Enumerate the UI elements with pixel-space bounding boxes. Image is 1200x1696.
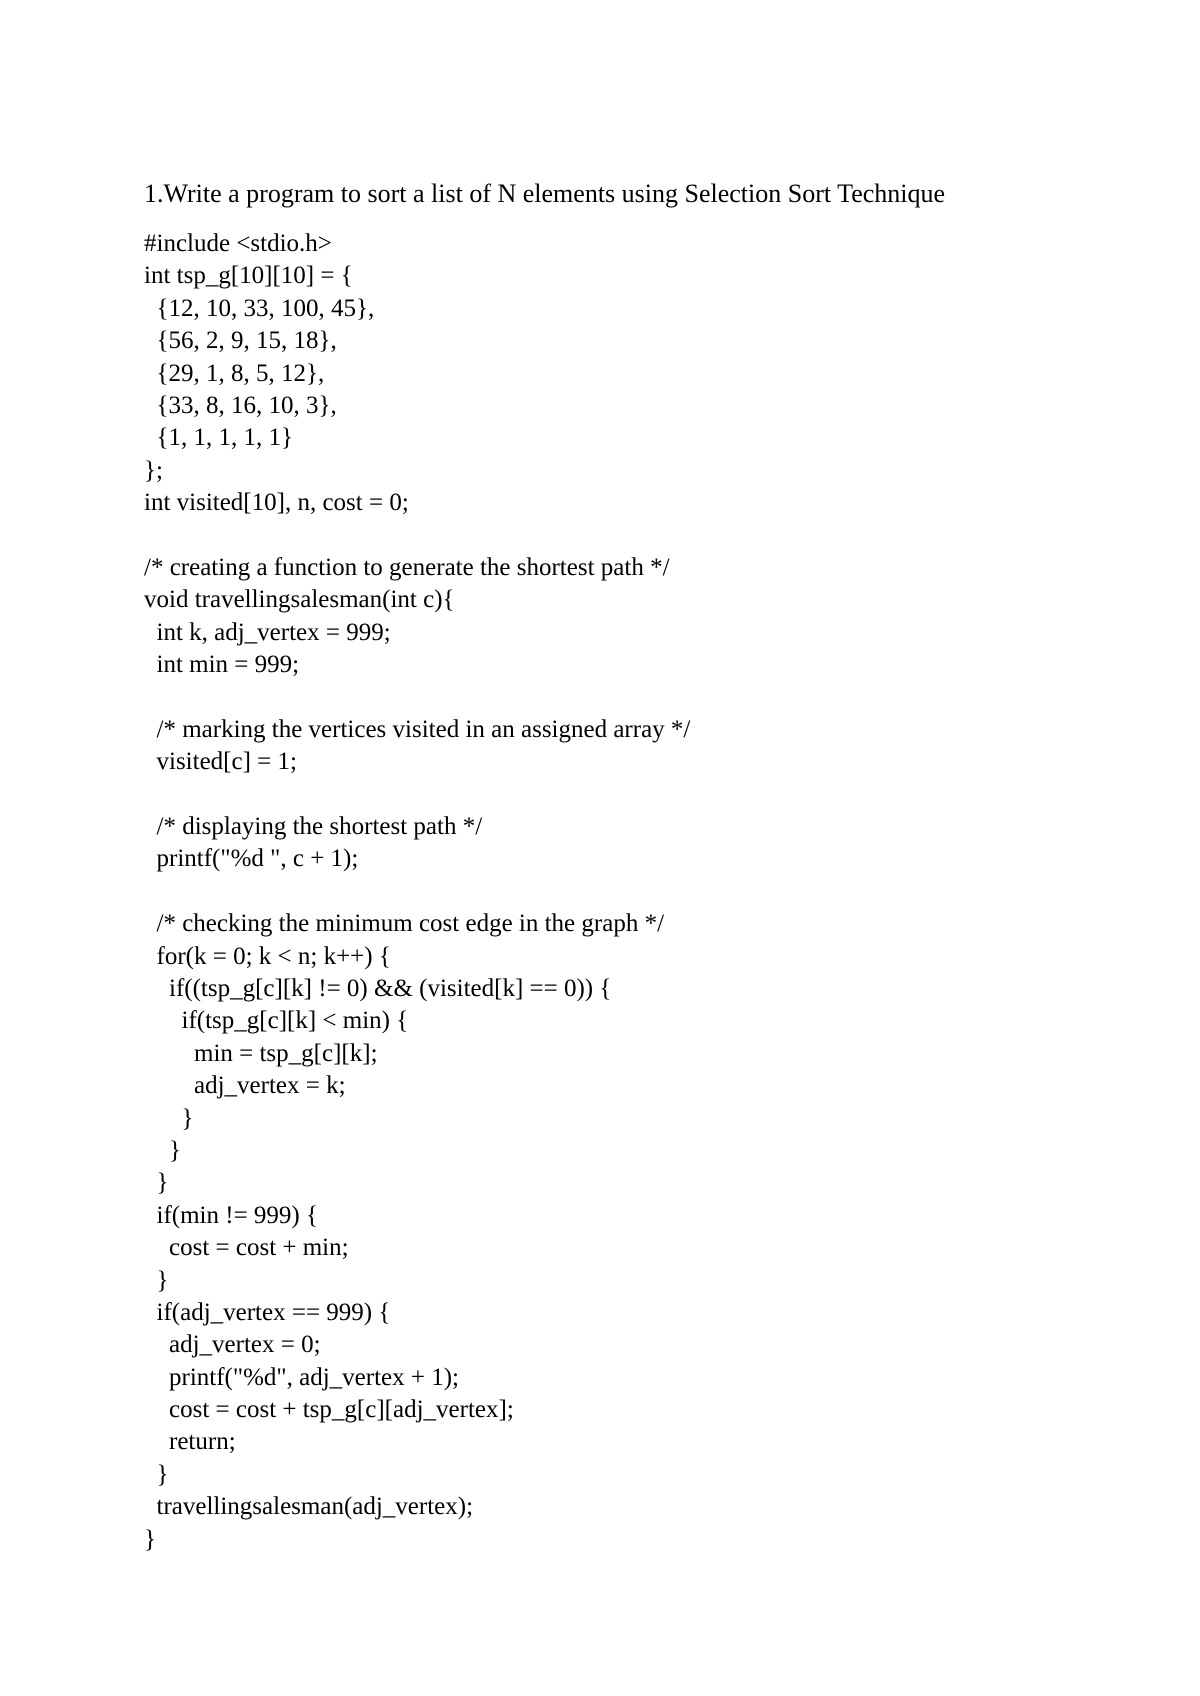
- code-line: cost = cost + tsp_g[c][adj_vertex];: [144, 1396, 514, 1424]
- code-line: adj_vertex = 0;: [144, 1331, 321, 1359]
- code-line: {12, 10, 33, 100, 45},: [144, 294, 375, 322]
- code-line: /* displaying the shortest path */: [144, 813, 483, 841]
- code-line: /* marking the vertices visited in an assigned array */: [144, 715, 691, 743]
- code-line: [144, 779, 690, 811]
- code-line: if(adj_vertex == 999) {: [144, 1298, 391, 1326]
- code-line: [144, 681, 690, 713]
- question-heading: 1.Write a program to sort a list of N elements using Selection Sort Technique: [144, 179, 946, 208]
- code-line: return;: [144, 1428, 236, 1456]
- code-line: printf("%d ", c + 1);: [144, 845, 359, 873]
- code-listing: [144, 228, 690, 1556]
- code-line: int min = 999;: [144, 651, 300, 679]
- code-line: min = tsp_g[c][k];: [144, 1039, 378, 1067]
- code-line: {33, 8, 16, 10, 3},: [144, 391, 337, 419]
- code-line: cost = cost + min;: [144, 1234, 349, 1262]
- code-line: int tsp_g[10][10] = {: [144, 262, 353, 290]
- code-line: int visited[10], n, cost = 0;: [144, 489, 409, 517]
- code-line: #include <stdio.h>: [144, 230, 332, 257]
- code-line: void travellingsalesman(int c){: [144, 586, 455, 614]
- code-line: }: [144, 1460, 169, 1488]
- code-line: visited[c] = 1;: [144, 748, 297, 776]
- code-line: /* creating a function to generate the shortest path */: [144, 553, 670, 581]
- code-line: [144, 520, 690, 552]
- code-line: /* checking the minimum cost edge in the graph */: [144, 910, 665, 938]
- code-line: adj_vertex = k;: [144, 1072, 346, 1100]
- code-line: if(tsp_g[c][k] < min) {: [144, 1007, 409, 1035]
- code-line: {1, 1, 1, 1, 1}: [144, 424, 293, 452]
- code-line: int k, adj_vertex = 999;: [144, 618, 391, 646]
- code-line: printf("%d", adj_vertex + 1);: [144, 1363, 459, 1391]
- code-line: {29, 1, 8, 5, 12},: [144, 359, 325, 387]
- code-line: if((tsp_g[c][k] != 0) && (visited[k] == 0)) {: [144, 974, 612, 1002]
- code-line: }: [144, 1136, 181, 1164]
- code-line: [144, 876, 690, 908]
- code-line: };: [144, 456, 163, 484]
- code-line: travellingsalesman(adj_vertex);: [144, 1493, 474, 1521]
- code-line: }: [144, 1266, 169, 1294]
- code-line: for(k = 0; k < n; k++) {: [144, 942, 391, 970]
- code-line: }: [144, 1169, 169, 1197]
- code-line: }: [144, 1104, 194, 1132]
- code-line: }: [144, 1525, 156, 1553]
- code-line: if(min != 999) {: [144, 1201, 318, 1229]
- code-line: {56, 2, 9, 15, 18},: [144, 327, 337, 355]
